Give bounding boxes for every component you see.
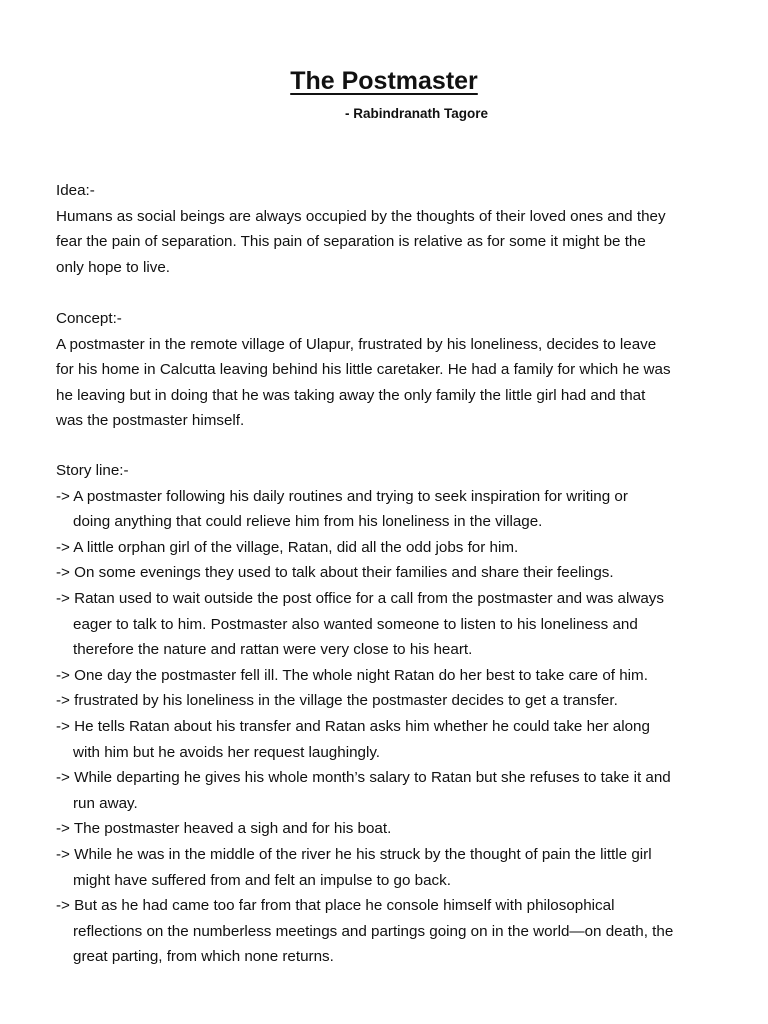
- story-item-continuation: run away.: [73, 794, 138, 812]
- story-item: [56, 484, 736, 535]
- story-item-continuation: with him but he avoids her request laughingly.: [73, 743, 381, 761]
- story-item: [56, 714, 736, 765]
- concept-section: [56, 306, 736, 434]
- idea-section: [56, 178, 736, 280]
- story-item-continuation: reflections on the numberless meetings and partings going on in the world—on death, the: [73, 922, 674, 940]
- story-item: [56, 560, 736, 586]
- story-heading: Story line:-: [56, 462, 129, 479]
- concept-line: for his home in Calcutta leaving behind his little caretaker. He had a family for which he was: [56, 361, 671, 379]
- story-item: [56, 663, 736, 689]
- story-item-text: -> One day the postmaster fell ill. The whole night Ratan do her best to take care of him.: [56, 666, 648, 684]
- document-author: - Rabindranath Tagore: [345, 106, 489, 121]
- idea-line: fear the pain of separation. This pain of separation is relative as for some it might be the: [56, 233, 646, 251]
- story-item-continuation: therefore the nature and rattan were very close to his heart.: [73, 641, 473, 659]
- story-item: [56, 816, 736, 842]
- idea-heading: Idea:-: [56, 182, 95, 199]
- concept-line: he leaving but in doing that he was taking away the only family the little girl had and that: [56, 386, 646, 404]
- concept-line: A postmaster in the remote village of Ulapur, frustrated by his loneliness, decides to leave: [56, 335, 657, 353]
- idea-line: only hope to live.: [56, 258, 170, 276]
- concept-heading: Concept:-: [56, 310, 122, 327]
- idea-line: Humans as social beings are always occupied by the thoughts of their loved ones and they: [56, 207, 666, 225]
- story-item-continuation: doing anything that could relieve him from his loneliness in the village.: [73, 513, 543, 531]
- story-item: [56, 535, 736, 561]
- story-item-text: -> On some evenings they used to talk about their families and share their feelings.: [56, 564, 614, 582]
- story-section: [56, 458, 736, 970]
- story-item-text: -> While he was in the middle of the river he his struck by the thought of pain the little girl: [56, 845, 652, 863]
- story-item-text: -> But as he had came too far from that place he console himself with philosophical: [56, 897, 615, 915]
- document-title: The Postmaster: [290, 67, 478, 95]
- story-item: [56, 765, 736, 816]
- story-item-continuation: eager to talk to him. Postmaster also wanted someone to listen to his loneliness and: [73, 615, 638, 633]
- story-item-text: -> A postmaster following his daily routines and trying to seek inspiration for writing or: [56, 487, 628, 505]
- story-item-continuation: might have suffered from and felt an impulse to go back.: [73, 871, 451, 889]
- story-list: [56, 484, 736, 970]
- story-item-text: -> He tells Ratan about his transfer and Ratan asks him whether he could take her along: [56, 717, 650, 735]
- story-item: [56, 842, 736, 893]
- story-item: [56, 893, 736, 970]
- story-item: [56, 586, 736, 663]
- story-item-continuation: great parting, from which none returns.: [73, 948, 334, 966]
- story-item-text: -> frustrated by his loneliness in the village the postmaster decides to get a transfer.: [56, 692, 618, 710]
- story-item-text: -> While departing he gives his whole month’s salary to Ratan but she refuses to take it and: [56, 769, 671, 787]
- story-item-text: -> The postmaster heaved a sigh and for his boat.: [56, 820, 392, 838]
- story-item: [56, 688, 736, 714]
- story-item-text: -> Ratan used to wait outside the post office for a call from the postmaster and was always: [56, 589, 664, 607]
- concept-line: was the postmaster himself.: [56, 412, 245, 430]
- story-item-text: -> A little orphan girl of the village, Ratan, did all the odd jobs for him.: [56, 538, 519, 556]
